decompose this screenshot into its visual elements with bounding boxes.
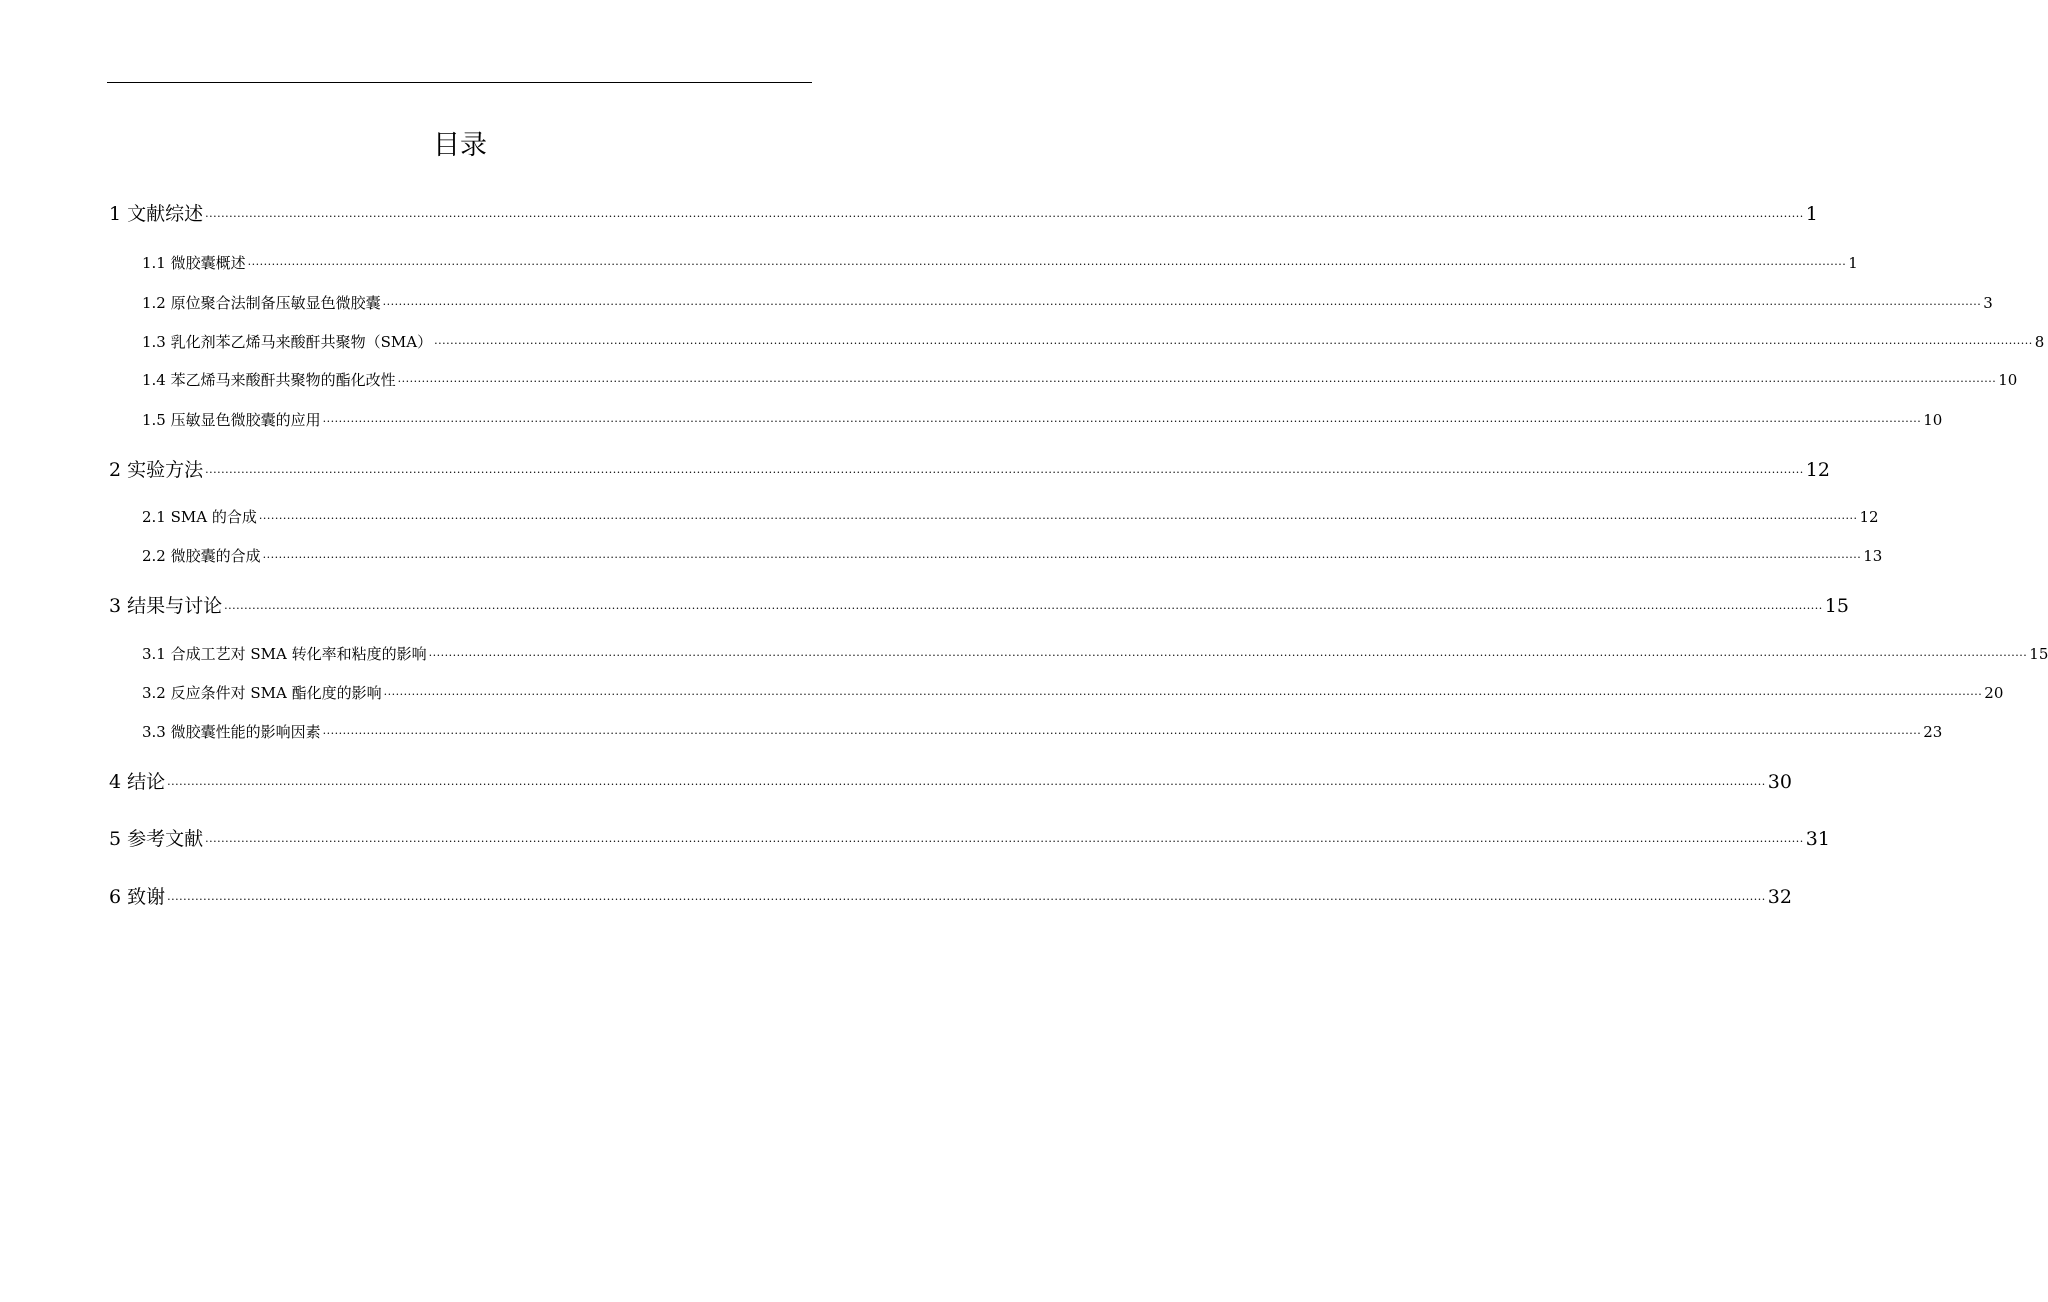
toc-entry[interactable] [109,457,1830,486]
toc-entry-label: 1.2 原位聚合法制备压敏显色微胶囊 [142,294,381,312]
toc-entry-label: 5 参考文献 [109,828,204,850]
toc-dot-leader: ················································································································································································································································································································································································································ [322,415,1922,428]
toc-page-number: 23 [1923,723,1943,741]
toc-dot-leader: ················································································································································································································································································································································································································ [262,551,1862,564]
toc-entry[interactable] [142,545,1883,569]
toc-page-number: 3 [1983,294,1993,312]
toc-dot-leader: ················································································································································································································································································································································································································ [322,727,1922,740]
toc-dot-leader: ················································································································································································································································································································································································································ [167,778,1766,791]
toc-entry[interactable] [142,506,1879,530]
toc-dot-leader: ················································································································································································································································································································································································································ [205,466,1804,479]
toc-dot-leader: ················································································································································································································································································································································································································ [205,835,1804,848]
toc-entry[interactable] [142,409,1943,433]
toc-page-number: 15 [2029,645,2048,663]
toc-entry-label: 1 文献综述 [109,203,204,225]
toc-dot-leader: ················································································································································································································································································································································································································ [224,602,1823,615]
toc-page-number: 13 [1863,547,1883,565]
toc-entry[interactable] [109,884,1792,913]
toc-entry[interactable] [109,593,1849,622]
toc-entry-label: 2 实验方法 [109,459,204,481]
toc-entry[interactable] [142,252,1858,276]
toc-entry[interactable] [142,369,2018,393]
toc-dot-leader: ················································································································································································································································································································································································································ [247,258,1847,271]
toc-page-number: 15 [1824,595,1849,617]
toc-page-number: 20 [1984,684,2004,702]
toc-dot-leader: ················································································································································································································································································································································································································ [428,649,2028,662]
toc-page-number: 31 [1805,828,1830,850]
toc-entry[interactable] [142,721,1943,745]
toc-page-number: 32 [1767,886,1792,908]
toc-entry-label: 3.3 微胶囊性能的影响因素 [142,723,321,741]
toc-entry[interactable] [109,201,1818,230]
toc-entry[interactable] [142,682,2004,706]
toc-entry[interactable] [109,826,1830,855]
toc-entry-label: 3 结果与讨论 [109,595,223,617]
toc-entry[interactable] [142,643,2048,667]
toc-entry-label: 3.1 合成工艺对 SMA 转化率和粘度的影响 [142,645,427,663]
toc-entry-label: 2.1 SMA 的合成 [142,508,257,526]
toc-page-number: 1 [1848,254,1858,272]
toc-entry-label: 2.2 微胶囊的合成 [142,547,261,565]
toc-dot-leader: ················································································································································································································································································································································································································ [167,893,1766,906]
toc-entry-label: 1.4 苯乙烯马来酸酐共聚物的酯化改性 [142,371,396,389]
toc-page-number: 30 [1767,771,1792,793]
toc-dot-leader: ················································································································································································································································································································································································································ [382,298,1982,311]
toc-page-number: 10 [1923,411,1943,429]
toc-entry-label: 1.1 微胶囊概述 [142,254,246,272]
toc-entry-label: 6 致谢 [109,886,166,908]
toc-entry-label: 1.3 乳化剂苯乙烯马来酸酐共聚物（SMA） [142,333,433,351]
toc-page-number: 12 [1859,508,1879,526]
toc-page-number: 1 [1805,203,1818,225]
toc-entry-label: 1.5 压敏显色微胶囊的应用 [142,411,321,429]
toc-entry-label: 3.2 反应条件对 SMA 酯化度的影响 [142,684,382,702]
toc-page-number: 12 [1805,459,1830,481]
toc-entry-label: 4 结论 [109,771,166,793]
toc-page-number: 8 [2034,333,2045,351]
toc-entry[interactable] [109,769,1792,798]
toc-dot-leader: ················································································································································································································································································································································································································ [383,688,1983,701]
toc-page-number: 10 [1998,371,2018,389]
toc-entry[interactable] [142,292,1993,316]
toc-dot-leader: ················································································································································································································································································································································································································ [434,337,2033,350]
toc-dot-leader: ················································································································································································································································································································································································································ [258,512,1858,525]
toc-dot-leader: ················································································································································································································································································································································································································ [205,210,1804,223]
toc-entry[interactable] [142,331,2045,355]
header-rule [107,82,812,83]
page-title: 目录 [433,130,487,161]
toc-dot-leader: ················································································································································································································································································································································································································ [397,375,1997,388]
